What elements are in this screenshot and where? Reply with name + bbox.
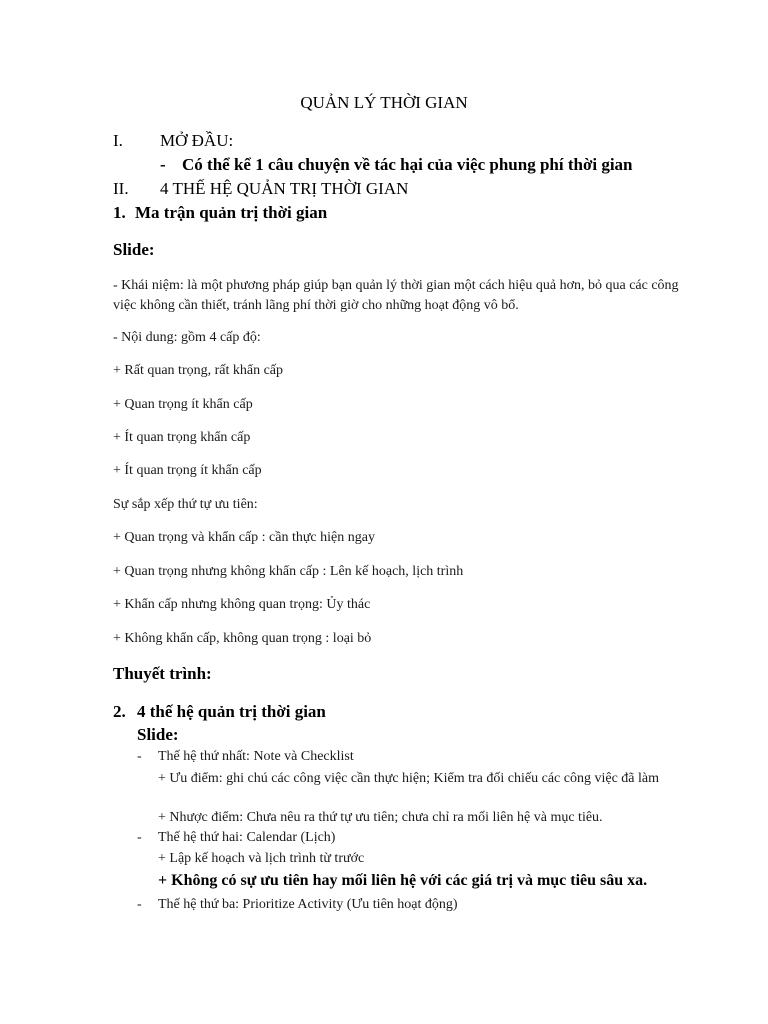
- gen-3-title: Thế hệ thứ ba: Prioritize Activity (Ưu tiên hoạt động): [158, 897, 458, 912]
- section-2-heading: 4 THẾ HỆ QUẢN TRỊ THỜI GIAN: [160, 179, 409, 198]
- gen-2-title: Thế hệ thứ hai: Calendar (Lịch): [158, 830, 336, 845]
- slide-label-1: Slide:: [113, 240, 155, 259]
- gen-1-dash: -: [137, 749, 142, 764]
- section-2-marker: II.: [113, 179, 129, 198]
- page-title: QUẢN LÝ THỜI GIAN: [300, 93, 468, 112]
- gen-2-con: + Không có sự ưu tiên hay mối liên hệ với các giá trị và mục tiêu sâu xa.: [158, 872, 648, 889]
- item-2-heading: 4 thế hệ quản trị thời gian: [137, 702, 326, 721]
- gen-1-pro: + Ưu điểm: ghi chú các công việc cần thực hiện; Kiểm tra đối chiếu các công việc đã làm: [158, 771, 659, 786]
- priority-item: + Khẩn cấp nhưng không quan trọng: Ủy thác: [113, 597, 371, 612]
- thuyet-trinh-label: Thuyết trình:: [113, 664, 212, 683]
- item-2-number: 2.: [113, 702, 126, 721]
- item-1-number: 1.: [113, 203, 126, 222]
- priority-intro: Sự sắp xếp thứ tự ưu tiên:: [113, 497, 258, 512]
- slide-label-2: Slide:: [137, 725, 179, 744]
- section-1-bullet-text: Có thể kể 1 câu chuyện về tác hại của việc phung phí thời gian: [182, 155, 633, 174]
- gen-2-pro: + Lập kế hoạch và lịch trình từ trước: [158, 851, 365, 866]
- level-item: + Ít quan trọng ít khẩn cấp: [113, 463, 262, 478]
- section-1-bullet-dash: -: [160, 155, 166, 174]
- section-1-marker: I.: [113, 131, 123, 150]
- gen-2-dash: -: [137, 830, 142, 845]
- gen-3-dash: -: [137, 897, 142, 912]
- priority-item: + Không khẩn cấp, không quan trọng : loại bỏ: [113, 631, 372, 646]
- priority-item: + Quan trọng nhưng không khẩn cấp : Lên kế hoạch, lịch trình: [113, 564, 464, 579]
- gen-1-title: Thế hệ thứ nhất: Note và Checklist: [158, 749, 354, 764]
- section-1-heading: MỞ ĐẦU:: [160, 131, 234, 150]
- item-1-heading: Ma trận quản trị thời gian: [135, 203, 328, 222]
- level-item: + Quan trọng ít khẩn cấp: [113, 397, 253, 412]
- noi-dung-line: - Nội dung: gồm 4 cấp độ:: [113, 330, 261, 345]
- priority-item: + Quan trọng và khẩn cấp : cần thực hiện ngay: [113, 530, 375, 545]
- level-item: + Rất quan trọng, rất khẩn cấp: [113, 363, 284, 378]
- gen-1-con: + Nhược điểm: Chưa nêu ra thứ tự ưu tiên; chưa chỉ ra mối liên hệ và mục tiêu.: [158, 810, 603, 825]
- level-item: + Ít quan trọng khẩn cấp: [113, 430, 251, 445]
- khai-niem-paragraph: - Khái niệm: là một phương pháp giúp bạn quản lý thời gian một cách hiệu quả hơn, bỏ qua các công việc không cần thiết, tránh lãng phí thời giờ cho những hoạt động vô bổ.: [113, 278, 679, 313]
